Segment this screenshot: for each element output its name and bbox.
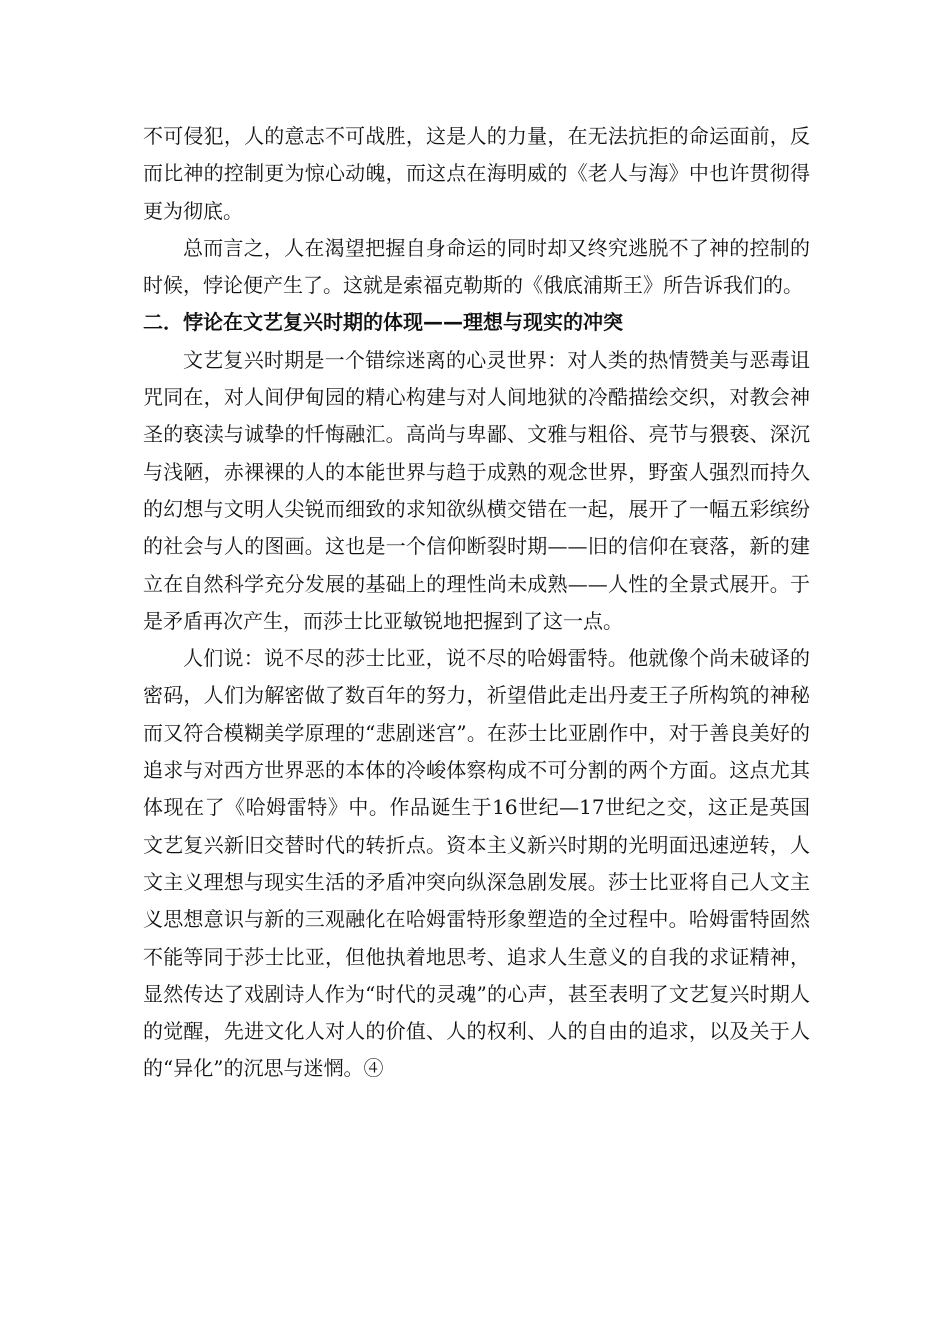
- section-heading: 二．悖论在文艺复兴时期的体现——理想与现实的冲突: [143, 310, 623, 335]
- paragraph-renaissance: 文艺复兴时期是一个错综迷离的心灵世界：对人类的热情赞美与恶毒诅咒同在，对人间伊甸园的精心构建与对人间地狱的冷酷描绘交织，对教会神圣的亵渎与诚挚的忏悔融汇。高尚与卑鄙、文雅与粗俗、亮节与猥亵、深沉与浅陋，赤裸裸的人的本能世界与趋于成熟的观念世界，野蛮人强烈而持久的幻想与文明人尖锐而细致的求知欲纵横交错在一起，展开了一幅五彩缤纷的社会与人的图画。这也是一个信仰断裂时期——旧的信仰在衰落，新的建立在自然科学充分发展的基础上的理性尚未成熟——人性的全景式展开。于是矛盾再次产生，而莎士比亚敏锐地把握到了这一点。: [143, 347, 810, 633]
- document-page: [143, 118, 810, 1088]
- paragraph-hamlet: 人们说：说不尽的莎士比亚，说不尽的哈姆雷特。他就像个尚未破译的密码，人们为解密做了数百年的努力，祈望借此走出丹麦王子所构筑的神秘而又符合模糊美学原理的“悲剧迷宫”。在莎士比亚剧作中，对于善良美好的追求与对西方世界恶的本体的冷峻体察构成不可分割的两个方面。这点尤其体现在了《哈姆雷特》中。作品诞生于16世纪—17世纪之交，这正是英国文艺复兴新旧交替时代的转折点。资本主义新兴时期的光明面迅速逆转，人文主义理想与现实生活的矛盾冲突向纵深急剧发展。莎士比亚将自己人文主义思想意识与新的三观融化在哈姆雷特形象塑造的全过程中。哈姆雷特固然不能等同于莎士比亚，但他执着地思考、追求人生意义的自我的求证精神，显然传达了戏剧诗人作为“时代的灵魂”的心声，甚至表明了文艺复兴时期人的觉醒，先进文化人对人的价值、人的权利、人的自由的追求，以及关于人的“异化”的沉思与迷惘。④: [143, 646, 810, 1081]
- paragraph-summary: 总而言之，人在渴望把握自身命运的同时却又终究逃脱不了神的控制的时候，悖论便产生了。这就是索福克勒斯的《俄底浦斯王》所告诉我们的。: [143, 235, 810, 298]
- paragraph-continuation: 不可侵犯，人的意志不可战胜，这是人的力量，在无法抗拒的命运面前，反而比神的控制更为惊心动魄，而这点在海明威的《老人与海》中也许贯彻得更为彻底。: [143, 124, 810, 223]
